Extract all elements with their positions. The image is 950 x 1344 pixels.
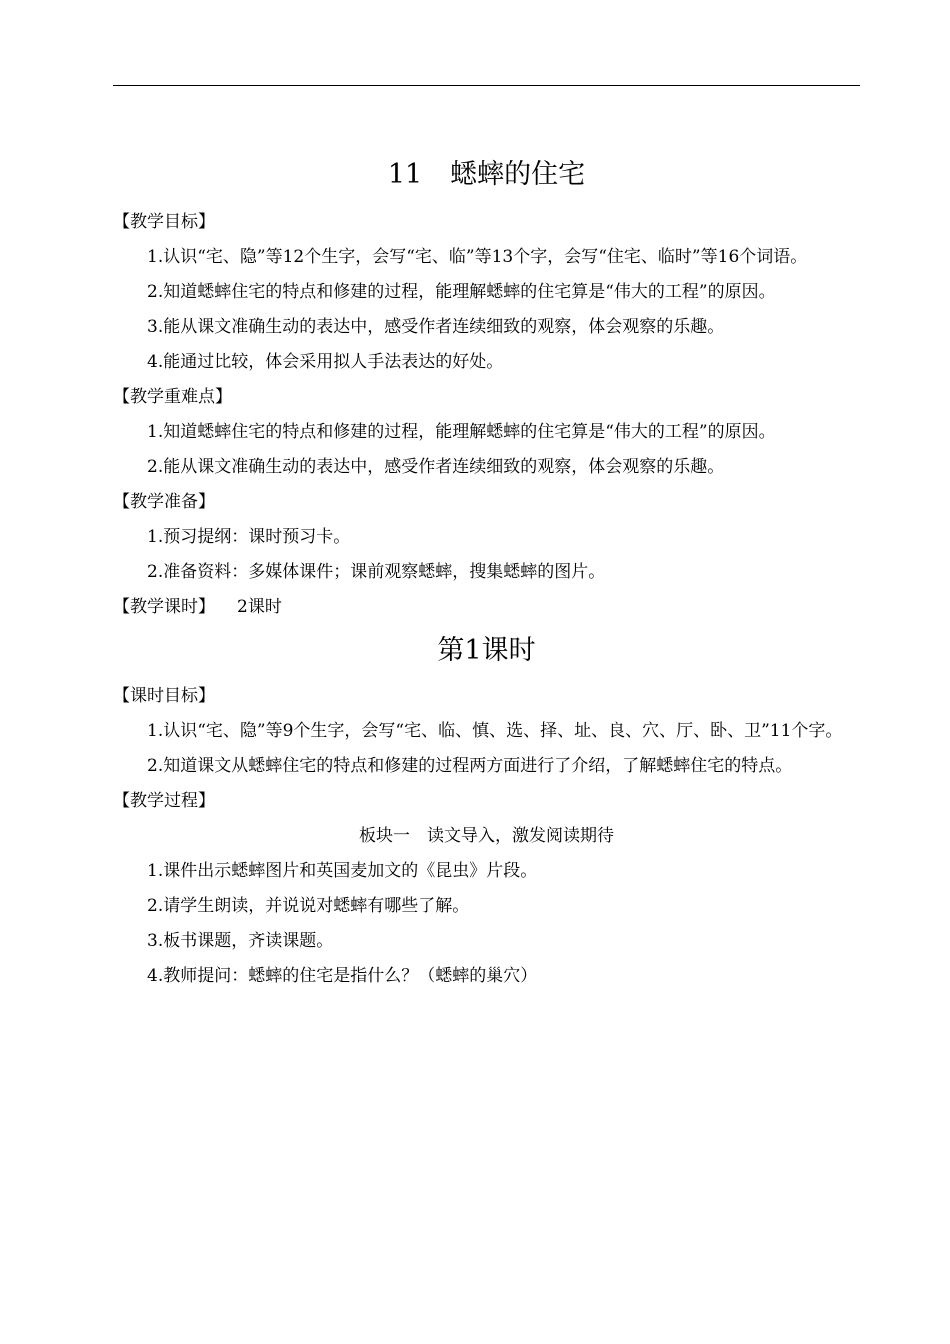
key-point-item: 2.能从课文准确生动的表达中，感受作者连续细致的观察，体会观察的乐趣。 <box>147 457 725 477</box>
key-points-heading: 【教学重难点】 <box>113 387 232 407</box>
lesson-goal-item: 2.知道课文从蟋蟀住宅的特点和修建的过程两方面进行了介绍，了解蟋蟀住宅的特点。 <box>147 756 793 776</box>
objective-item: 1.认识“宅、隐”等12个生字，会写“宅、临”等13个字，会写“住宅、临时”等16个词语。 <box>147 247 808 267</box>
process-step: 2.请学生朗读，并说说对蟋蟀有哪些了解。 <box>147 896 470 916</box>
hours-line <box>113 590 860 625</box>
process-step: 4.教师提问：蟋蟀的住宅是指什么？（蟋蟀的巢穴） <box>147 966 538 986</box>
document-title <box>113 155 860 195</box>
process-step: 3.板书课题，齐读课题。 <box>147 931 334 951</box>
lesson-goal-item: 1.认识“宅、隐”等9个生字，会写“宅、临、慎、选、择、址、良、穴、厅、卧、卫”11个字。 <box>147 721 843 741</box>
objective-item: 3.能从课文准确生动的表达中，感受作者连续细致的观察，体会观察的乐趣。 <box>147 317 725 337</box>
title-number: 11 <box>387 159 423 190</box>
document-body <box>113 155 860 994</box>
title-text: 蟋蟀的住宅 <box>450 159 586 190</box>
hours-value: 2课时 <box>237 597 282 617</box>
objectives-heading: 【教学目标】 <box>113 212 215 232</box>
process-heading: 【教学过程】 <box>113 791 215 811</box>
block-title: 板块一 读文导入，激发阅读期待 <box>359 826 614 846</box>
header-rule <box>113 85 860 86</box>
objective-item: 2.知道蟋蟀住宅的特点和修建的过程，能理解蟋蟀的住宅算是“伟大的工程”的原因。 <box>147 282 776 302</box>
lesson-goals-heading: 【课时目标】 <box>113 686 215 706</box>
process-step: 1.课件出示蟋蟀图片和英国麦加文的《昆虫》片段。 <box>147 861 538 881</box>
preparation-item: 1.预习提纲：课时预习卡。 <box>147 527 351 547</box>
preparation-item: 2.准备资料：多媒体课件；课前观察蟋蟀，搜集蟋蟀的图片。 <box>147 562 606 582</box>
lesson-title: 第1课时 <box>437 635 536 666</box>
key-point-item: 1.知道蟋蟀住宅的特点和修建的过程，能理解蟋蟀的住宅算是“伟大的工程”的原因。 <box>147 422 776 442</box>
preparation-heading: 【教学准备】 <box>113 492 215 512</box>
hours-heading: 【教学课时】 <box>113 597 215 617</box>
objective-item: 4.能通过比较，体会采用拟人手法表达的好处。 <box>147 352 504 372</box>
